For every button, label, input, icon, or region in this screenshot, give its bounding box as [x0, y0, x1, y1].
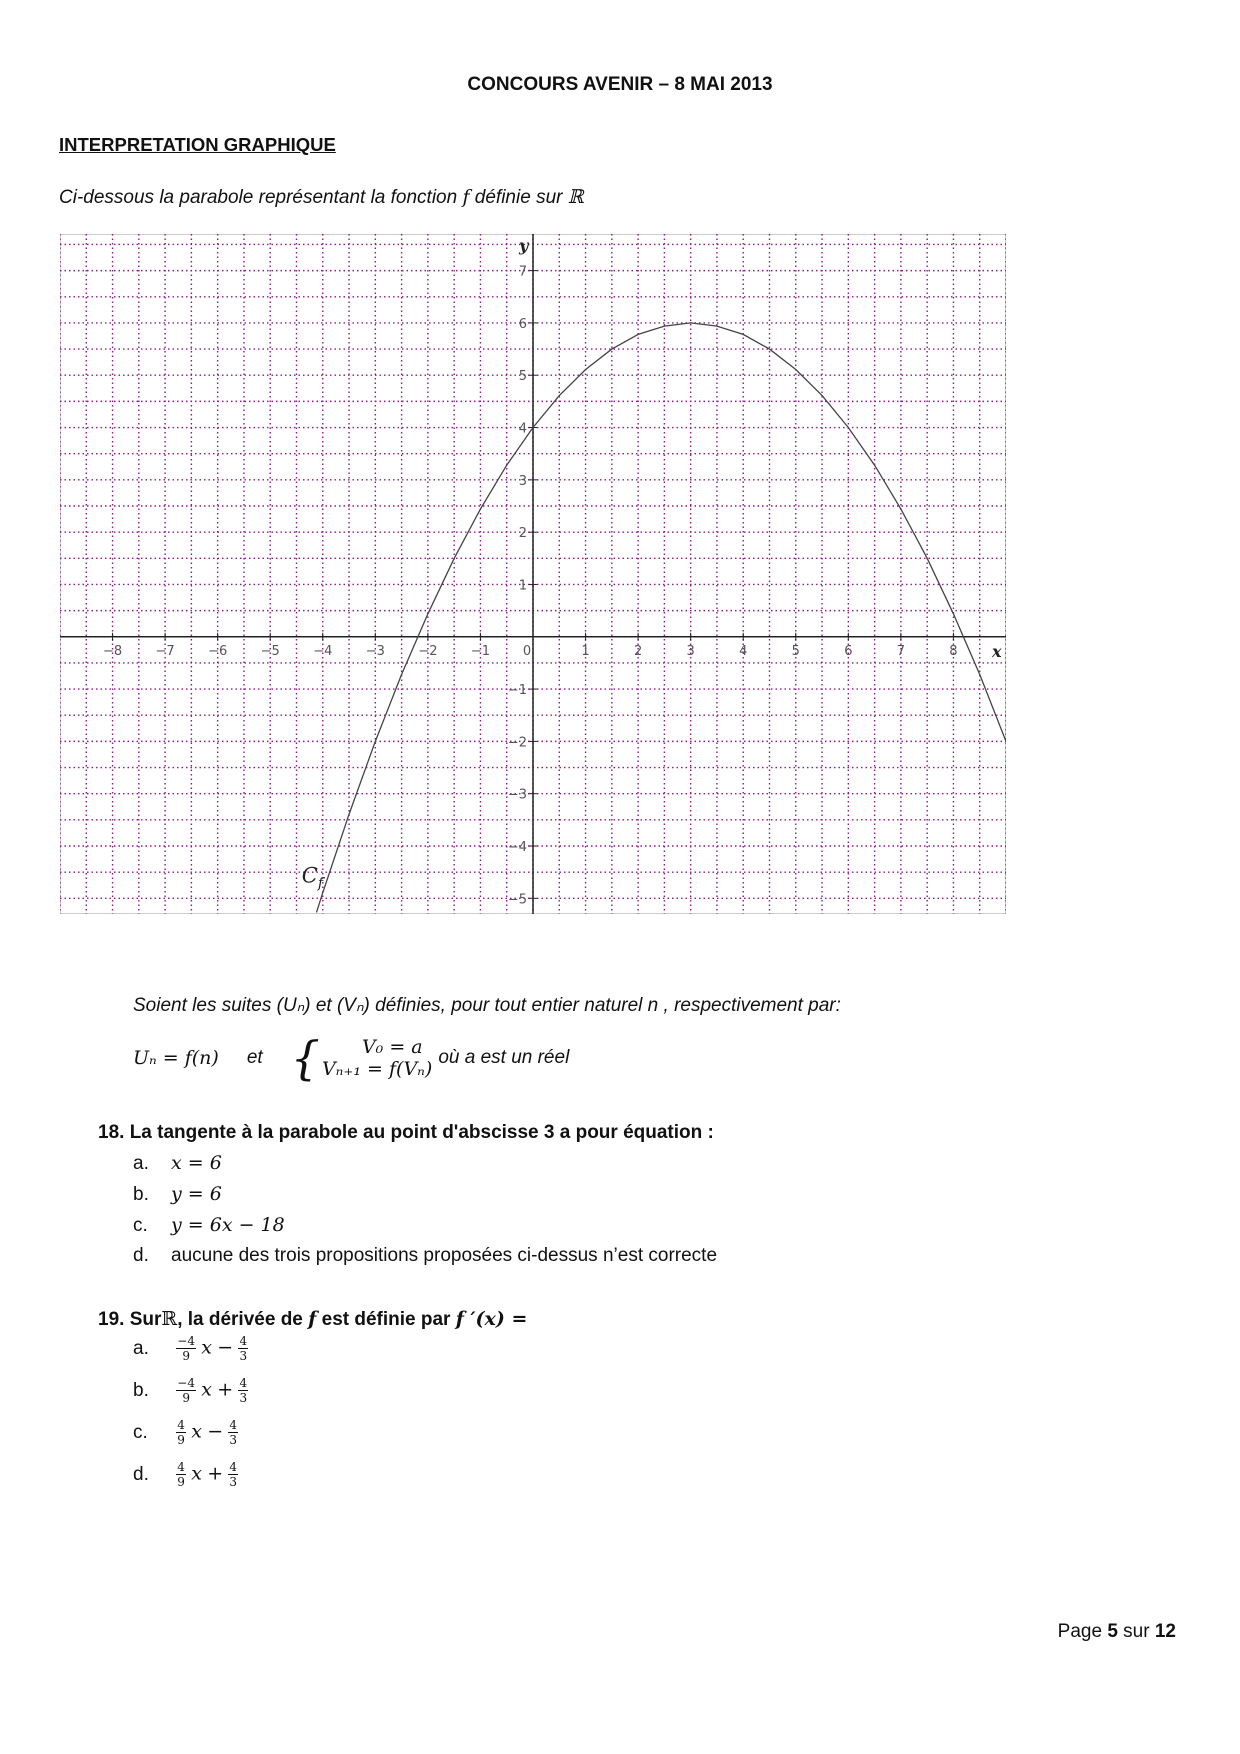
operator: − — [207, 1420, 224, 1443]
option-text: aucune des trois propositions proposées ci-dessus n’est correcte — [171, 1245, 718, 1266]
x-tick-label: −5 — [260, 643, 280, 659]
y-axis-label: y — [519, 236, 529, 255]
x-tick-label: 5 — [791, 643, 800, 659]
y-tick-label: −2 — [507, 735, 527, 751]
curve-label-subscript: f — [317, 875, 324, 892]
y-tick-label: 4 — [518, 421, 527, 437]
question-19-title — [98, 1308, 527, 1331]
x-tick-label: 1 — [581, 643, 590, 659]
question-18-title — [98, 1122, 714, 1144]
option-text: x = 6 — [171, 1152, 222, 1174]
constant-fraction: $\frac{4}{3}$ — [239, 1334, 248, 1363]
y-tick-label: 6 — [518, 316, 527, 332]
question-19-set: ℝ — [161, 1308, 178, 1330]
constant-fraction: $\frac{4}{3}$ — [229, 1460, 238, 1489]
sequences-definitions — [133, 1031, 570, 1085]
page-header: CONCOURS AVENIR – 8 MAI 2013 — [467, 74, 773, 95]
x-tick-label: −7 — [155, 643, 175, 659]
system-lines — [322, 1036, 432, 1080]
x-tick-label: −3 — [365, 643, 385, 659]
x-tick-label: 6 — [844, 643, 853, 659]
intro-tail: définie sur — [474, 187, 563, 208]
x-tick-label: 2 — [633, 643, 643, 659]
y-tick-label: 3 — [518, 473, 527, 489]
x-tick-label: −6 — [208, 643, 228, 659]
question-18-number: 18. — [98, 1122, 125, 1143]
u-definition: Uₙ = f(n) — [133, 1047, 219, 1069]
question-19-text-c: est définie par — [321, 1309, 451, 1330]
coef-fraction: $\frac{4}{9}$ — [177, 1460, 185, 1489]
option-text: y = 6x − 18 — [171, 1214, 285, 1236]
footer-total: 12 — [1154, 1621, 1176, 1642]
y-tick-label: −5 — [507, 892, 527, 908]
q19-option-d[interactable] — [133, 1460, 238, 1489]
intro-lead: Ci-dessous la parabole représentant la fonction — [59, 187, 458, 208]
q18-option-c[interactable] — [133, 1214, 285, 1237]
x-tick-label: 8 — [949, 643, 958, 659]
option-label: a. — [133, 1153, 149, 1174]
coef-fraction: $\frac{-4}{9}$ — [177, 1376, 195, 1405]
variable-x: x — [201, 1378, 212, 1401]
option-label: b. — [133, 1379, 149, 1401]
option-label: d. — [133, 1463, 149, 1485]
x-tick-label: −4 — [313, 643, 333, 659]
variable-x: x — [191, 1462, 202, 1485]
option-label: c. — [133, 1215, 148, 1236]
question-19-text-b: , la dérivée de — [177, 1309, 303, 1330]
q19-option-c[interactable] — [133, 1418, 238, 1447]
operator: − — [217, 1336, 234, 1359]
x-tick-label: −8 — [102, 643, 123, 659]
question-19-expr: f ′(x) = — [455, 1308, 528, 1330]
intro-set: ℝ — [567, 186, 584, 208]
sequences-intro: Soient les suites (Uₙ) et (Vₙ) définies, pour tout entier naturel n , respectivement par: — [133, 995, 841, 1016]
option-label: b. — [133, 1184, 149, 1205]
y-tick-label: 5 — [518, 369, 527, 385]
coef-fraction: $\frac{4}{9}$ — [177, 1418, 185, 1447]
q19-option-a[interactable] — [133, 1334, 248, 1363]
coef-fraction: $\frac{-4}{9}$ — [177, 1334, 195, 1363]
question-19-number: 19. — [98, 1309, 125, 1330]
question-19-func: f — [308, 1308, 317, 1330]
y-tick-label: 2 — [518, 526, 527, 542]
y-tick-label: 1 — [518, 578, 527, 594]
y-tick-label: −4 — [507, 840, 527, 855]
option-label: d. — [133, 1245, 149, 1266]
constant-fraction: $\frac{4}{3}$ — [239, 1376, 248, 1405]
x-tick-label: 3 — [686, 643, 695, 659]
x-tick-label: −2 — [418, 643, 438, 659]
real-note: où a est un réel — [438, 1047, 570, 1068]
x-tick-label: −1 — [470, 643, 491, 659]
system-brace: { — [290, 1031, 320, 1085]
question-19-text-a: Sur — [129, 1309, 162, 1330]
curve-label: $C_f$ — [302, 864, 326, 892]
footer-prefix: Page — [1057, 1621, 1103, 1642]
page-footer — [1058, 1621, 1176, 1643]
option-text: y = 6 — [171, 1183, 222, 1205]
operator: + — [217, 1378, 234, 1401]
q18-option-d[interactable] — [133, 1245, 717, 1267]
et-word: et — [246, 1047, 263, 1068]
footer-mid: sur — [1123, 1621, 1150, 1642]
vn1-definition: Vₙ₊₁ = f(Vₙ) — [321, 1058, 433, 1080]
variable-x: x — [201, 1336, 212, 1359]
y-tick-label: −3 — [507, 787, 527, 803]
option-label: a. — [133, 1337, 149, 1359]
section-title: INTERPRETATION GRAPHIQUE — [59, 134, 336, 155]
x-axis-label: x — [992, 641, 1002, 661]
q18-option-b[interactable] — [133, 1183, 222, 1206]
q18-option-a[interactable] — [133, 1152, 222, 1175]
x-tick-label: 0 — [522, 643, 532, 659]
intro-func: f — [462, 186, 470, 208]
constant-fraction: $\frac{4}{3}$ — [229, 1418, 238, 1447]
option-label: c. — [133, 1421, 148, 1443]
question-18-text: La tangente à la parabole au point d'abscisse 3 a pour équation : — [129, 1122, 714, 1143]
v0-definition: V₀ = a — [361, 1036, 423, 1058]
q19-option-b[interactable] — [133, 1376, 248, 1405]
parabola-curve — [317, 323, 1007, 913]
intro-text — [59, 186, 584, 209]
variable-x: x — [191, 1420, 202, 1443]
operator: + — [207, 1462, 224, 1485]
y-tick-label: −1 — [507, 683, 527, 699]
y-tick-label: 7 — [518, 264, 527, 280]
parabola-chart — [60, 234, 1006, 914]
x-tick-label: 7 — [896, 643, 906, 659]
footer-page: 5 — [1107, 1621, 1118, 1642]
x-tick-label: 4 — [739, 643, 748, 659]
